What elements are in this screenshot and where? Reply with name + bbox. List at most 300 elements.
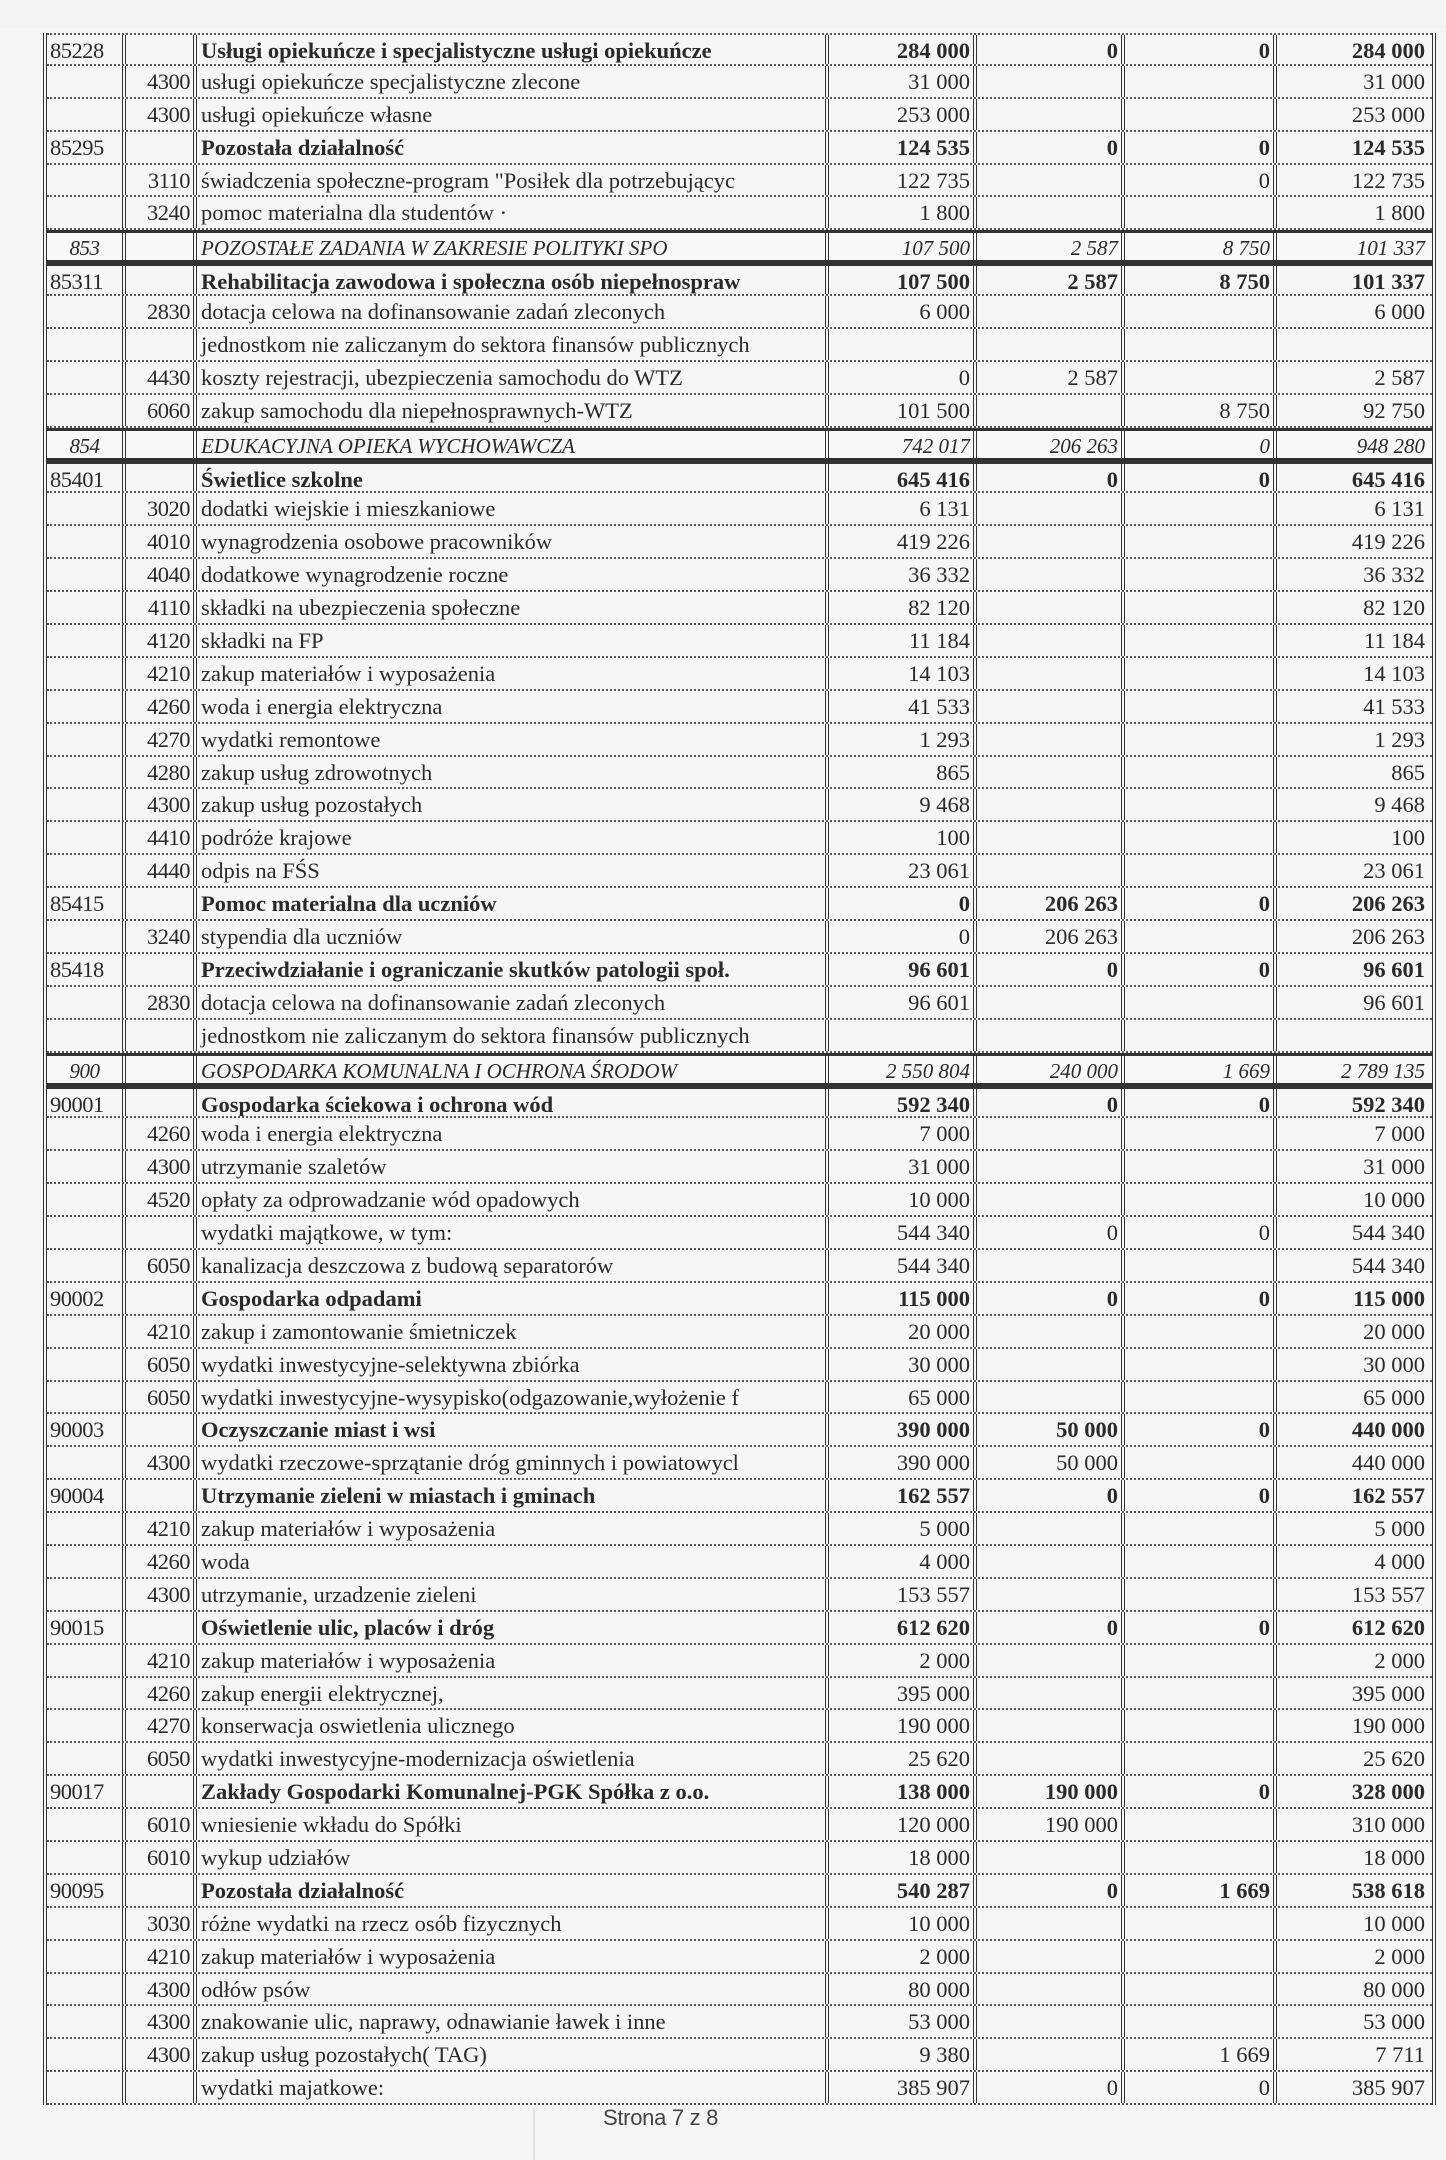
plan-amount-cell: 540 287 xyxy=(829,1875,977,1906)
chapter-code-cell xyxy=(47,822,126,853)
final-amount-cell: 612 620 xyxy=(1351,1614,1425,1640)
page-number: Strona 7 z 8 xyxy=(603,2105,719,2130)
description-cell: wydatki rzeczowe-sprzątanie dróg gminnych i powiatowycl xyxy=(197,1447,829,1478)
decrease-amount-cell: 0 xyxy=(1125,431,1277,458)
chapter-code-cell: 90003 xyxy=(47,1414,126,1445)
description-cell: utrzymanie, urzadzenie zieleni xyxy=(197,1579,829,1610)
chapter-code-cell xyxy=(47,1250,126,1281)
paragraph-code-cell: 4300 xyxy=(126,789,197,820)
chapter-code-cell: 85401 xyxy=(47,464,126,492)
paragraph-code-cell xyxy=(126,954,197,985)
increase-amount-cell xyxy=(977,1842,1125,1873)
plan-amount-cell: 10 000 xyxy=(829,1184,977,1215)
table-row xyxy=(47,1546,1432,1579)
description-cell: podróże krajowe xyxy=(197,822,829,853)
paragraph-code-cell xyxy=(126,35,197,64)
decrease-amount-cell xyxy=(1125,822,1277,853)
chapter-code-cell: 85228 xyxy=(47,35,126,64)
plan-amount-cell: 18 000 xyxy=(829,1842,977,1873)
increase-amount-cell xyxy=(977,1349,1125,1380)
chapter-code-cell xyxy=(47,1020,126,1051)
chapter-code-cell: 90001 xyxy=(47,1089,126,1117)
table-row xyxy=(47,1743,1432,1776)
description-cell: woda i energia elektryczna xyxy=(197,691,829,722)
final-amount-cell: 31 000 xyxy=(1363,68,1425,94)
increase-amount-cell xyxy=(977,658,1125,689)
description-cell: Usługi opiekuńcze i specjalistyczne usługi opiekuńcze xyxy=(197,35,829,64)
paragraph-code-cell: 4300 xyxy=(126,66,197,97)
final-amount-cell: 41 533 xyxy=(1363,693,1425,719)
plan-amount-cell: 2 550 804 xyxy=(829,1056,977,1083)
chapter-code-cell xyxy=(47,625,126,656)
paragraph-code-cell: 3110 xyxy=(126,165,197,196)
decrease-amount-cell: 0 xyxy=(1125,1776,1277,1807)
final-amount-cell: 2 000 xyxy=(1374,1943,1425,1969)
description-cell: wydatki inwestycyjne-wysypisko(odgazowanie,wyłożenie f xyxy=(197,1382,829,1413)
plan-amount-cell: 284 000 xyxy=(829,35,977,64)
chapter-code-cell xyxy=(47,658,126,689)
decrease-amount-cell xyxy=(1125,559,1277,590)
decrease-amount-cell xyxy=(1125,691,1277,722)
paragraph-code-cell: 6050 xyxy=(126,1250,197,1281)
decrease-amount-cell xyxy=(1125,658,1277,689)
paragraph-code-cell xyxy=(126,1776,197,1807)
description-cell: Gospodarka ściekowa i ochrona wód xyxy=(197,1089,829,1117)
description-cell: zakup usług pozostałych( TAG) xyxy=(197,2039,829,2070)
decrease-amount-cell xyxy=(1125,526,1277,557)
final-amount-cell: 25 620 xyxy=(1363,1746,1425,1772)
paragraph-code-cell xyxy=(126,1875,197,1906)
description-cell: POZOSTAŁE ZADANIA W ZAKRESIE POLITYKI SPO xyxy=(197,233,829,260)
final-amount-cell: 124 535 xyxy=(1351,134,1425,160)
chapter-code-cell xyxy=(47,921,126,952)
paragraph-code-cell: 2830 xyxy=(126,296,197,327)
description-cell: kanalizacja deszczowa z budową separatorów xyxy=(197,1250,829,1281)
paragraph-code-cell: 6060 xyxy=(126,395,197,426)
increase-amount-cell xyxy=(977,1710,1125,1741)
plan-amount-cell: 1 293 xyxy=(829,724,977,755)
increase-amount-cell xyxy=(977,789,1125,820)
increase-amount-cell xyxy=(977,1941,1125,1972)
decrease-amount-cell: 8 750 xyxy=(1125,266,1277,294)
chapter-code-cell xyxy=(47,1217,126,1248)
decrease-amount-cell xyxy=(1125,1349,1277,1380)
decrease-amount-cell: 0 xyxy=(1125,1480,1277,1511)
final-amount-cell xyxy=(1277,329,1428,360)
table-row xyxy=(47,1710,1432,1743)
decrease-amount-cell xyxy=(1125,987,1277,1018)
plan-amount-cell: 101 500 xyxy=(829,395,977,426)
paragraph-code-cell: 4110 xyxy=(126,592,197,623)
plan-amount-cell: 190 000 xyxy=(829,1710,977,1741)
description-cell: dodatki wiejskie i mieszkaniowe xyxy=(197,493,829,524)
plan-amount-cell: 30 000 xyxy=(829,1349,977,1380)
increase-amount-cell xyxy=(977,329,1125,360)
final-amount-cell: 101 337 xyxy=(1351,269,1425,295)
final-amount-cell: 206 263 xyxy=(1351,891,1425,917)
description-cell: dotacja celowa na dofinansowanie zadań zleconych xyxy=(197,296,829,327)
final-amount-cell: 2 789 135 xyxy=(1341,1058,1425,1083)
plan-amount-cell: 5 000 xyxy=(829,1513,977,1544)
table-row xyxy=(47,691,1432,724)
plan-amount-cell: 2 000 xyxy=(829,1941,977,1972)
chapter-code-cell: 85311 xyxy=(47,266,126,294)
description-cell: wydatki inwestycyjne-selektywna zbiórka xyxy=(197,1349,829,1380)
decrease-amount-cell xyxy=(1125,1579,1277,1610)
paragraph-code-cell: 4430 xyxy=(126,362,197,393)
decrease-amount-cell: 8 750 xyxy=(1125,395,1277,426)
decrease-amount-cell: 0 xyxy=(1125,888,1277,919)
subchapter-row xyxy=(47,263,1432,296)
chapter-code-cell xyxy=(47,1908,126,1939)
chapter-code-cell xyxy=(47,1710,126,1741)
table-row xyxy=(47,592,1432,625)
chapter-code-cell xyxy=(47,165,126,196)
paragraph-code-cell: 4300 xyxy=(126,1974,197,2005)
plan-amount-cell: 36 332 xyxy=(829,559,977,590)
table-row xyxy=(47,559,1432,592)
description-cell: świadczenia społeczne-program "Posiłek dla potrzebującyc xyxy=(197,165,829,196)
description-cell: koszty rejestracji, ubezpieczenia samochodu do WTZ xyxy=(197,362,829,393)
paragraph-code-cell xyxy=(126,1020,197,1051)
decrease-amount-cell: 0 xyxy=(1125,1612,1277,1643)
final-amount-cell: 10 000 xyxy=(1363,1187,1425,1213)
plan-amount-cell: 96 601 xyxy=(829,954,977,985)
description-cell: różne wydatki na rzecz osób fizycznych xyxy=(197,1908,829,1939)
description-cell: wydatki inwestycyjne-modernizacja oświetlenia xyxy=(197,1743,829,1774)
decrease-amount-cell xyxy=(1125,1941,1277,1972)
description-cell: woda i energia elektryczna xyxy=(197,1118,829,1149)
increase-amount-cell xyxy=(977,493,1125,524)
decrease-amount-cell xyxy=(1125,757,1277,788)
paragraph-code-cell: 4120 xyxy=(126,625,197,656)
increase-amount-cell xyxy=(977,625,1125,656)
plan-amount-cell: 390 000 xyxy=(829,1447,977,1478)
description-cell: GOSPODARKA KOMUNALNA I OCHRONA ŚRODOW xyxy=(197,1056,829,1083)
paragraph-code-cell: 4210 xyxy=(126,658,197,689)
table-row xyxy=(47,395,1432,428)
continuation-row xyxy=(47,1020,1432,1053)
final-amount-cell: 9 468 xyxy=(1374,792,1425,818)
plan-amount-cell: 865 xyxy=(829,757,977,788)
plan-amount-cell: 10 000 xyxy=(829,1908,977,1939)
paragraph-code-cell: 4260 xyxy=(126,691,197,722)
plan-amount-cell: 612 620 xyxy=(829,1612,977,1643)
paragraph-code-cell: 4300 xyxy=(126,2006,197,2037)
increase-amount-cell xyxy=(977,724,1125,755)
paragraph-code-cell: 6050 xyxy=(126,1349,197,1380)
chapter-code-cell xyxy=(47,559,126,590)
paragraph-code-cell: 6010 xyxy=(126,1809,197,1840)
paragraph-code-cell xyxy=(126,464,197,492)
final-amount-cell: 82 120 xyxy=(1363,595,1425,621)
description-cell: zakup materiałów i wyposażenia xyxy=(197,1941,829,1972)
final-amount-cell: 11 184 xyxy=(1363,628,1425,654)
final-amount-cell: 544 340 xyxy=(1351,1220,1425,1246)
paragraph-code-cell: 6010 xyxy=(126,1842,197,1873)
table-row xyxy=(47,1645,1432,1678)
decrease-amount-cell: 0 xyxy=(1125,954,1277,985)
paragraph-code-cell: 4300 xyxy=(126,1151,197,1182)
chapter-section-row xyxy=(47,428,1432,461)
paragraph-code-cell: 4410 xyxy=(126,822,197,853)
description-cell: wynagrodzenia osobowe pracowników xyxy=(197,526,829,557)
chapter-code-cell xyxy=(47,691,126,722)
table-row xyxy=(47,1316,1432,1349)
description-cell: Świetlice szkolne xyxy=(197,464,829,492)
chapter-code-cell xyxy=(47,1579,126,1610)
plan-amount-cell: 7 000 xyxy=(829,1118,977,1149)
chapter-code-cell xyxy=(47,329,126,360)
plan-amount-cell: 0 xyxy=(829,362,977,393)
increase-amount-cell xyxy=(977,1908,1125,1939)
decrease-amount-cell xyxy=(1125,592,1277,623)
plan-amount-cell: 82 120 xyxy=(829,592,977,623)
final-amount-cell: 948 280 xyxy=(1356,433,1425,458)
description-cell: Utrzymanie zieleni w miastach i gminach xyxy=(197,1480,829,1511)
paragraph-code-cell: 4210 xyxy=(126,1513,197,1544)
description-cell: wykup udziałów xyxy=(197,1842,829,1873)
plan-amount-cell: 0 xyxy=(829,921,977,952)
paragraph-code-cell: 4300 xyxy=(126,99,197,130)
table-row xyxy=(47,1941,1432,1974)
plan-amount-cell: 65 000 xyxy=(829,1382,977,1413)
description-cell: zakup usług zdrowotnych xyxy=(197,757,829,788)
plan-amount-cell: 385 907 xyxy=(829,2072,977,2103)
plan-amount-cell: 96 601 xyxy=(829,987,977,1018)
description-cell: Przeciwdziałanie i ograniczanie skutków patologii społ. xyxy=(197,954,829,985)
description-cell: zakup materiałów i wyposażenia xyxy=(197,1645,829,1676)
chapter-code-cell: 90002 xyxy=(47,1283,126,1314)
paragraph-code-cell: 3240 xyxy=(126,921,197,952)
scan-artifact-line xyxy=(533,2108,535,2160)
description-cell: opłaty za odprowadzanie wód opadowych xyxy=(197,1184,829,1215)
paragraph-code-cell xyxy=(126,1089,197,1117)
description-cell: Oczyszczanie miast i wsi xyxy=(197,1414,829,1445)
increase-amount-cell: 2 587 xyxy=(977,233,1125,260)
chapter-code-cell xyxy=(47,395,126,426)
final-amount-cell: 2 587 xyxy=(1374,364,1425,390)
plan-amount-cell: 31 000 xyxy=(829,1151,977,1182)
plan-amount-cell: 14 103 xyxy=(829,658,977,689)
final-amount-cell: 162 557 xyxy=(1351,1483,1425,1509)
final-amount-cell: 1 800 xyxy=(1374,200,1425,226)
table-row xyxy=(47,296,1432,329)
chapter-code-cell xyxy=(47,2039,126,2070)
increase-amount-cell: 240 000 xyxy=(977,1056,1125,1083)
increase-amount-cell: 0 xyxy=(977,464,1125,492)
description-cell: znakowanie ulic, naprawy, odnawianie ławek i inne xyxy=(197,2006,829,2037)
decrease-amount-cell xyxy=(1125,1809,1277,1840)
description-cell: wydatki majątkowe, w tym: xyxy=(197,1217,829,1248)
decrease-amount-cell xyxy=(1125,1184,1277,1215)
decrease-amount-cell: 0 xyxy=(1125,1283,1277,1314)
plan-amount-cell: 25 620 xyxy=(829,1743,977,1774)
table-row xyxy=(47,625,1432,658)
decrease-amount-cell xyxy=(1125,1513,1277,1544)
description-cell: Oświetlenie ulic, placów i dróg xyxy=(197,1612,829,1643)
decrease-amount-cell xyxy=(1125,66,1277,97)
subchapter-row xyxy=(47,1414,1432,1447)
decrease-amount-cell: 0 xyxy=(1125,1217,1277,1248)
final-amount-cell: 23 061 xyxy=(1363,858,1425,884)
final-amount-cell: 865 xyxy=(1391,759,1425,785)
final-amount-cell: 440 000 xyxy=(1351,1450,1425,1476)
increase-amount-cell: 0 xyxy=(977,1480,1125,1511)
increase-amount-cell xyxy=(977,1382,1125,1413)
chapter-code-cell: 853 xyxy=(47,233,126,260)
decrease-amount-cell xyxy=(1125,329,1277,360)
chapter-code-cell xyxy=(47,1382,126,1413)
chapter-code-cell: 854 xyxy=(47,431,126,458)
chapter-code-cell xyxy=(47,1447,126,1478)
decrease-amount-cell xyxy=(1125,1382,1277,1413)
decrease-amount-cell xyxy=(1125,1546,1277,1577)
paragraph-code-cell xyxy=(126,1217,197,1248)
paragraph-code-cell xyxy=(126,132,197,163)
paragraph-code-cell: 4300 xyxy=(126,2039,197,2070)
final-amount-cell: 190 000 xyxy=(1351,1713,1425,1739)
plan-amount-cell: 53 000 xyxy=(829,2006,977,2037)
decrease-amount-cell xyxy=(1125,789,1277,820)
paragraph-code-cell: 3240 xyxy=(126,197,197,228)
table-row xyxy=(47,789,1432,822)
increase-amount-cell: 0 xyxy=(977,2072,1125,2103)
increase-amount-cell: 0 xyxy=(977,1612,1125,1643)
increase-amount-cell xyxy=(977,987,1125,1018)
final-amount-cell: 80 000 xyxy=(1363,1976,1425,2002)
paragraph-code-cell: 6050 xyxy=(126,1382,197,1413)
chapter-code-cell xyxy=(47,1349,126,1380)
paragraph-code-cell: 4300 xyxy=(126,1447,197,1478)
description-cell: jednostkom nie zaliczanym do sektora finansów publicznych xyxy=(197,329,829,360)
table-row xyxy=(47,99,1432,132)
subchapter-row xyxy=(47,888,1432,921)
table-row xyxy=(47,1382,1432,1415)
paragraph-code-cell xyxy=(126,233,197,260)
description-cell: Gospodarka odpadami xyxy=(197,1283,829,1314)
increase-amount-cell xyxy=(977,1513,1125,1544)
table-row xyxy=(47,197,1432,230)
increase-amount-cell xyxy=(977,559,1125,590)
table-row xyxy=(47,493,1432,526)
plan-amount-cell: 115 000 xyxy=(829,1283,977,1314)
decrease-amount-cell: 1 669 xyxy=(1125,1056,1277,1083)
increase-amount-cell xyxy=(977,1020,1125,1051)
table-row xyxy=(47,1579,1432,1612)
increase-amount-cell: 0 xyxy=(977,954,1125,985)
chapter-code-cell xyxy=(47,1974,126,2005)
table-row xyxy=(47,757,1432,790)
chapter-section-row xyxy=(47,230,1432,263)
paragraph-code-cell xyxy=(126,1612,197,1643)
chapter-code-cell xyxy=(47,2072,126,2103)
budget-expenditure-table xyxy=(43,33,1436,2105)
final-amount-cell: 328 000 xyxy=(1351,1779,1425,1805)
paragraph-code-cell: 4270 xyxy=(126,724,197,755)
paragraph-code-cell xyxy=(126,888,197,919)
decrease-amount-cell xyxy=(1125,1908,1277,1939)
increase-amount-cell xyxy=(977,2039,1125,2070)
chapter-code-cell xyxy=(47,66,126,97)
increase-amount-cell xyxy=(977,1250,1125,1281)
increase-amount-cell xyxy=(977,1316,1125,1347)
chapter-code-cell xyxy=(47,1513,126,1544)
increase-amount-cell: 2 587 xyxy=(977,266,1125,294)
paragraph-code-cell xyxy=(126,2072,197,2103)
chapter-code-cell: 90017 xyxy=(47,1776,126,1807)
final-amount-cell: 10 000 xyxy=(1363,1910,1425,1936)
paragraph-code-cell: 4300 xyxy=(126,1579,197,1610)
table-row xyxy=(47,1184,1432,1217)
decrease-amount-cell xyxy=(1125,296,1277,327)
table-row xyxy=(47,2072,1432,2105)
increase-amount-cell xyxy=(977,592,1125,623)
chapter-code-cell xyxy=(47,296,126,327)
decrease-amount-cell: 0 xyxy=(1125,132,1277,163)
plan-amount-cell: 419 226 xyxy=(829,526,977,557)
decrease-amount-cell xyxy=(1125,1118,1277,1149)
final-amount-cell: 53 000 xyxy=(1363,2009,1425,2035)
increase-amount-cell: 206 263 xyxy=(977,431,1125,458)
decrease-amount-cell xyxy=(1125,724,1277,755)
chapter-code-cell xyxy=(47,1184,126,1215)
final-amount-cell: 6 000 xyxy=(1374,299,1425,325)
chapter-code-cell xyxy=(47,99,126,130)
increase-amount-cell xyxy=(977,99,1125,130)
table-row xyxy=(47,724,1432,757)
plan-amount-cell: 153 557 xyxy=(829,1579,977,1610)
paragraph-code-cell: 4210 xyxy=(126,1645,197,1676)
increase-amount-cell: 0 xyxy=(977,132,1125,163)
description-cell: konserwacja oswietlenia ulicznego xyxy=(197,1710,829,1741)
decrease-amount-cell xyxy=(1125,1842,1277,1873)
plan-amount-cell: 20 000 xyxy=(829,1316,977,1347)
final-amount-cell: 100 xyxy=(1391,825,1425,851)
increase-amount-cell xyxy=(977,2006,1125,2037)
decrease-amount-cell xyxy=(1125,1447,1277,1478)
plan-amount-cell: 1 800 xyxy=(829,197,977,228)
table-row xyxy=(47,822,1432,855)
increase-amount-cell: 206 263 xyxy=(977,888,1125,919)
table-row xyxy=(47,1974,1432,2007)
chapter-code-cell xyxy=(47,1316,126,1347)
plan-amount-cell: 253 000 xyxy=(829,99,977,130)
increase-amount-cell xyxy=(977,1579,1125,1610)
table-row xyxy=(47,1118,1432,1151)
chapter-code-cell xyxy=(47,1118,126,1149)
increase-amount-cell xyxy=(977,1546,1125,1577)
description-cell: zakup materiałów i wyposażenia xyxy=(197,658,829,689)
subchapter-row xyxy=(47,33,1432,66)
increase-amount-cell xyxy=(977,1118,1125,1149)
final-amount-cell: 36 332 xyxy=(1363,562,1425,588)
chapter-code-cell xyxy=(47,757,126,788)
plan-amount-cell: 107 500 xyxy=(829,266,977,294)
increase-amount-cell: 50 000 xyxy=(977,1414,1125,1445)
chapter-code-cell xyxy=(47,526,126,557)
increase-amount-cell xyxy=(977,526,1125,557)
table-row xyxy=(47,1349,1432,1382)
final-amount-cell: 284 000 xyxy=(1351,38,1425,63)
decrease-amount-cell xyxy=(1125,1743,1277,1774)
paragraph-code-cell: 4260 xyxy=(126,1118,197,1149)
table-row xyxy=(47,2006,1432,2039)
final-amount-cell: 92 750 xyxy=(1363,397,1425,423)
final-amount-cell: 206 263 xyxy=(1351,924,1425,950)
decrease-amount-cell xyxy=(1125,2006,1277,2037)
plan-amount-cell: 390 000 xyxy=(829,1414,977,1445)
